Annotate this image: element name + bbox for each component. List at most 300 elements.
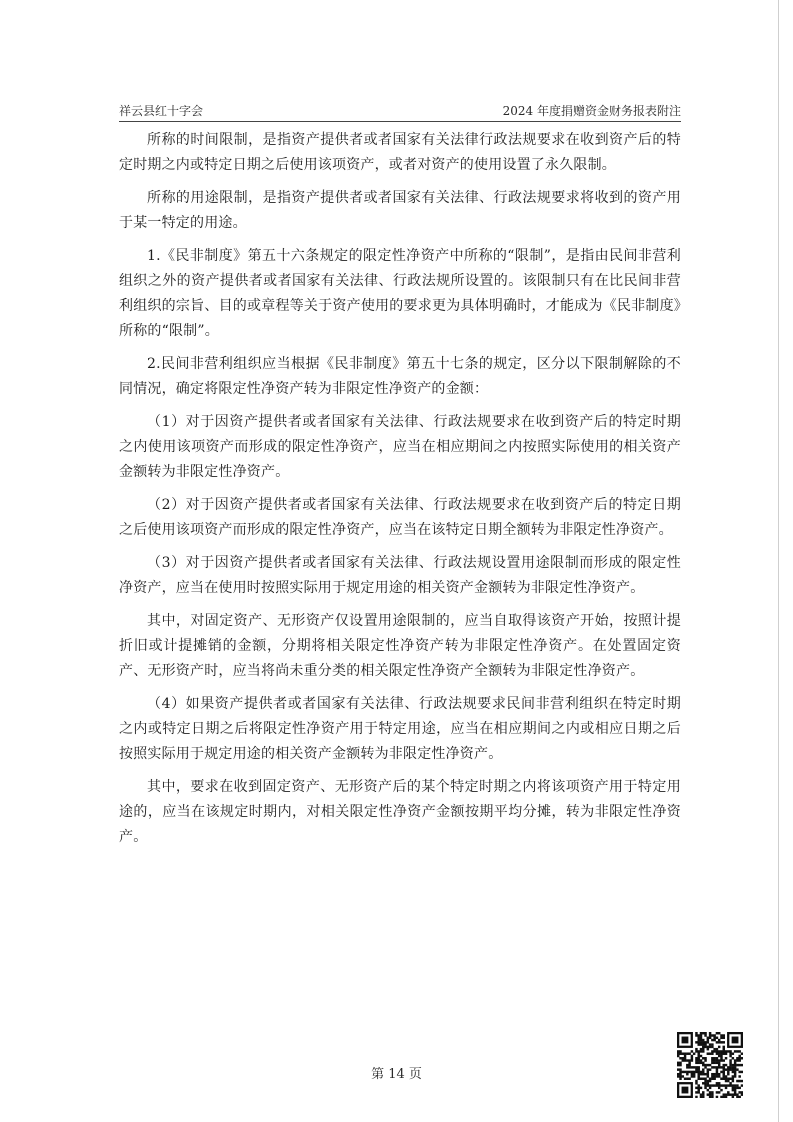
qr-module xyxy=(709,1034,711,1036)
qr-module xyxy=(679,1057,681,1059)
qr-module xyxy=(723,1059,725,1061)
qr-module xyxy=(707,1071,709,1073)
qr-module xyxy=(720,1089,722,1091)
qr-code-icon xyxy=(677,1032,743,1098)
qr-module xyxy=(695,1080,697,1082)
qr-module xyxy=(713,1062,715,1064)
qr-module xyxy=(734,1050,736,1052)
qr-module xyxy=(704,1032,706,1034)
qr-module xyxy=(707,1080,709,1082)
qr-module xyxy=(723,1034,725,1036)
paragraph-purpose-restriction: 所称的用途限制，是指资产提供者或者国家有关法律、行政法规要求将收到的资产用于某一特定的用途。 xyxy=(119,190,681,231)
qr-module xyxy=(711,1084,713,1086)
qr-module xyxy=(729,1059,731,1061)
qr-module xyxy=(704,1034,706,1036)
qr-module xyxy=(707,1089,709,1091)
qr-module xyxy=(704,1066,706,1068)
qr-module xyxy=(718,1032,720,1034)
qr-module xyxy=(723,1068,725,1070)
qr-module xyxy=(741,1093,743,1095)
qr-module xyxy=(691,1071,693,1073)
qr-module xyxy=(700,1032,702,1034)
qr-module xyxy=(682,1059,684,1061)
qr-module xyxy=(725,1093,727,1095)
qr-module xyxy=(695,1087,697,1089)
qr-module xyxy=(732,1089,734,1091)
qr-module xyxy=(713,1037,715,1039)
qr-module xyxy=(718,1052,720,1054)
qr-module xyxy=(732,1075,734,1077)
qr-module xyxy=(711,1059,713,1061)
qr-module xyxy=(741,1084,743,1086)
qr-module xyxy=(709,1032,711,1034)
qr-module xyxy=(697,1050,699,1052)
qr-module xyxy=(695,1048,697,1050)
paragraph-period-allocation-note: 其中，要求在收到固定资产、无形资产后的某个特定时期之内将该项资产用于特定用途的，应当在该规定时期内，对相关限定性净资产金额按期平均分摊，转为非限定性净资产。 xyxy=(119,779,681,845)
qr-module xyxy=(702,1091,704,1093)
qr-module xyxy=(697,1087,699,1089)
qr-module xyxy=(700,1078,702,1080)
qr-module xyxy=(716,1057,718,1059)
qr-module xyxy=(716,1048,718,1050)
qr-module xyxy=(688,1062,690,1064)
qr-module xyxy=(727,1050,729,1052)
paragraph-subitem-3: （3）对于因资产提供者或者国家有关法律、行政法规设置用途限制而形成的限定性净资产，应当在使用时按照实际用于规定用途的相关资产金额转为非限定性净资产。 xyxy=(119,555,681,596)
qr-module xyxy=(688,1052,690,1054)
qr-module xyxy=(734,1075,736,1077)
qr-module xyxy=(695,1082,697,1084)
qr-module xyxy=(695,1050,697,1052)
qr-module xyxy=(732,1087,734,1089)
qr-module xyxy=(736,1068,738,1070)
qr-module xyxy=(700,1034,702,1036)
qr-module xyxy=(732,1064,734,1066)
qr-module xyxy=(723,1048,725,1050)
qr-module xyxy=(713,1073,715,1075)
qr-module xyxy=(707,1048,709,1050)
qr-module xyxy=(704,1064,706,1066)
qr-module xyxy=(679,1073,681,1075)
qr-module xyxy=(741,1057,743,1059)
qr-module xyxy=(729,1093,731,1095)
qr-module xyxy=(695,1096,697,1098)
qr-module xyxy=(716,1082,718,1084)
qr-module xyxy=(684,1059,686,1061)
qr-module xyxy=(727,1080,729,1082)
qr-module xyxy=(677,1075,679,1077)
qr-module xyxy=(720,1096,722,1098)
qr-module xyxy=(691,1050,693,1052)
qr-module xyxy=(720,1034,722,1036)
qr-module xyxy=(738,1087,740,1089)
qr-module xyxy=(677,1073,679,1075)
header-divider xyxy=(119,121,681,122)
qr-module xyxy=(718,1046,720,1048)
qr-module xyxy=(738,1064,740,1066)
qr-module xyxy=(716,1041,718,1043)
qr-module xyxy=(697,1068,699,1070)
qr-module xyxy=(686,1052,688,1054)
qr-module xyxy=(732,1093,734,1095)
paragraph-subitem-2: （2）对于因资产提供者或者国家有关法律、行政法规要求在收到资产后的特定日期之后使用该项资产而形成的限定性净资产，应当在该特定日期全额转为非限定性净资产。 xyxy=(119,497,681,538)
qr-module xyxy=(732,1084,734,1086)
qr-module xyxy=(679,1064,681,1066)
paragraph-subitem-4: （4）如果资产提供者或者国家有关法律、行政法规要求民间非营利组织在特定时期之内或特定日期之后将限定性净资产用于特定用途，应当在相应期间之内或相应日期之后按照实际用于规定用途的相关资产金额转为非限定性净资产。 xyxy=(119,696,681,762)
qr-module xyxy=(700,1050,702,1052)
qr-module xyxy=(697,1052,699,1054)
qr-module xyxy=(718,1082,720,1084)
qr-module xyxy=(702,1041,704,1043)
header-organization: 祥云县红十字会 xyxy=(119,104,204,118)
qr-module xyxy=(729,1066,731,1068)
qr-module xyxy=(716,1050,718,1052)
qr-module xyxy=(727,1066,729,1068)
qr-module xyxy=(702,1096,704,1098)
qr-module xyxy=(738,1071,740,1073)
qr-module xyxy=(729,1068,731,1070)
qr-module xyxy=(713,1059,715,1061)
qr-module xyxy=(695,1066,697,1068)
paragraph-item-2: 2.民间非营利组织应当根据《民非制度》第五十七条的规定，区分以下限制解除的不同情况，确定将限定性净资产转为非限定性净资产的金额： xyxy=(119,356,681,397)
paragraph-subitem-1: （1）对于因资产提供者或者国家有关法律、行政法规要求在收到资产后的特定时期之内使用该项资产而形成的限定性净资产，应当在相应期间之内按照实际使用的相关资产金额转为非限定性净资产。 xyxy=(119,414,681,480)
qr-module xyxy=(738,1055,740,1057)
qr-module xyxy=(709,1091,711,1093)
qr-module xyxy=(741,1064,743,1066)
qr-module xyxy=(723,1084,725,1086)
qr-module xyxy=(718,1055,720,1057)
qr-module xyxy=(697,1039,699,1041)
qr-module xyxy=(713,1057,715,1059)
qr-module xyxy=(682,1071,684,1073)
qr-module xyxy=(709,1084,711,1086)
qr-module xyxy=(716,1091,718,1093)
qr-module xyxy=(704,1043,706,1045)
qr-module xyxy=(723,1093,725,1095)
qr-finder-pattern xyxy=(732,1037,739,1044)
qr-module xyxy=(709,1080,711,1082)
qr-module xyxy=(684,1071,686,1073)
qr-module xyxy=(732,1080,734,1082)
qr-module xyxy=(711,1046,713,1048)
qr-module xyxy=(732,1066,734,1068)
qr-module xyxy=(697,1071,699,1073)
qr-module xyxy=(720,1037,722,1039)
qr-module xyxy=(697,1062,699,1064)
qr-module xyxy=(734,1087,736,1089)
qr-module xyxy=(700,1055,702,1057)
qr-module xyxy=(677,1064,679,1066)
qr-module xyxy=(709,1093,711,1095)
qr-module xyxy=(718,1064,720,1066)
qr-module xyxy=(695,1041,697,1043)
qr-module xyxy=(677,1062,679,1064)
qr-module xyxy=(702,1078,704,1080)
qr-module xyxy=(723,1075,725,1077)
qr-module xyxy=(732,1057,734,1059)
qr-module xyxy=(711,1078,713,1080)
qr-module xyxy=(716,1073,718,1075)
qr-module xyxy=(707,1073,709,1075)
qr-module xyxy=(716,1066,718,1068)
qr-module xyxy=(709,1052,711,1054)
qr-module xyxy=(716,1075,718,1077)
qr-module xyxy=(716,1062,718,1064)
qr-module xyxy=(711,1093,713,1095)
qr-module xyxy=(707,1093,709,1095)
qr-module xyxy=(725,1084,727,1086)
qr-code-graphic xyxy=(677,1032,743,1098)
qr-module xyxy=(725,1050,727,1052)
qr-module xyxy=(700,1062,702,1064)
qr-module xyxy=(738,1050,740,1052)
qr-module xyxy=(679,1052,681,1054)
qr-module xyxy=(727,1091,729,1093)
qr-module xyxy=(697,1089,699,1091)
qr-module xyxy=(727,1093,729,1095)
qr-module xyxy=(682,1057,684,1059)
qr-module xyxy=(713,1039,715,1041)
qr-module xyxy=(686,1066,688,1068)
qr-module xyxy=(711,1034,713,1036)
qr-module xyxy=(688,1066,690,1068)
qr-module xyxy=(686,1059,688,1061)
qr-module xyxy=(704,1041,706,1043)
qr-module xyxy=(713,1050,715,1052)
qr-module xyxy=(738,1057,740,1059)
qr-module xyxy=(704,1084,706,1086)
qr-module xyxy=(700,1059,702,1061)
qr-module xyxy=(723,1096,725,1098)
qr-module xyxy=(711,1091,713,1093)
qr-module xyxy=(702,1057,704,1059)
qr-module xyxy=(720,1052,722,1054)
qr-module xyxy=(718,1091,720,1093)
qr-module xyxy=(702,1082,704,1084)
qr-module xyxy=(741,1052,743,1054)
qr-module xyxy=(711,1039,713,1041)
qr-module xyxy=(727,1073,729,1075)
qr-module xyxy=(729,1062,731,1064)
qr-module xyxy=(695,1068,697,1070)
qr-module xyxy=(729,1082,731,1084)
qr-module xyxy=(700,1093,702,1095)
qr-module xyxy=(700,1096,702,1098)
paragraph-time-restriction: 所称的时间限制，是指资产提供者或者国家有关法律行政法规要求在收到资产后的特定时期之内或特定日期之后使用该项资产，或者对资产的使用设置了永久限制。 xyxy=(119,132,681,173)
qr-module xyxy=(720,1050,722,1052)
qr-module xyxy=(697,1055,699,1057)
qr-module xyxy=(711,1066,713,1068)
qr-module xyxy=(695,1034,697,1036)
qr-module xyxy=(707,1084,709,1086)
qr-module xyxy=(734,1093,736,1095)
qr-module xyxy=(695,1057,697,1059)
qr-module xyxy=(720,1059,722,1061)
qr-module xyxy=(677,1068,679,1070)
qr-module xyxy=(720,1084,722,1086)
qr-module xyxy=(738,1096,740,1098)
qr-module xyxy=(686,1073,688,1075)
qr-module xyxy=(738,1059,740,1061)
qr-module xyxy=(707,1037,709,1039)
qr-module xyxy=(727,1068,729,1070)
qr-module xyxy=(682,1075,684,1077)
page-header xyxy=(119,103,681,119)
qr-module xyxy=(700,1043,702,1045)
qr-module xyxy=(702,1064,704,1066)
qr-module xyxy=(704,1078,706,1080)
qr-module xyxy=(702,1032,704,1034)
qr-module xyxy=(725,1096,727,1098)
qr-module xyxy=(738,1075,740,1077)
qr-module xyxy=(711,1043,713,1045)
qr-module xyxy=(679,1068,681,1070)
qr-module xyxy=(682,1052,684,1054)
qr-module xyxy=(700,1071,702,1073)
qr-module xyxy=(704,1080,706,1082)
qr-module xyxy=(709,1064,711,1066)
qr-module xyxy=(732,1068,734,1070)
qr-module xyxy=(729,1052,731,1054)
qr-module xyxy=(702,1093,704,1095)
qr-module xyxy=(707,1075,709,1077)
qr-module xyxy=(693,1052,695,1054)
qr-module xyxy=(709,1046,711,1048)
qr-module xyxy=(736,1096,738,1098)
qr-module xyxy=(693,1073,695,1075)
qr-module xyxy=(729,1064,731,1066)
qr-module xyxy=(704,1059,706,1061)
qr-module xyxy=(697,1041,699,1043)
qr-module xyxy=(711,1075,713,1077)
qr-module xyxy=(679,1062,681,1064)
qr-module xyxy=(700,1087,702,1089)
qr-module xyxy=(718,1066,720,1068)
qr-module xyxy=(707,1068,709,1070)
qr-module xyxy=(697,1057,699,1059)
qr-module xyxy=(697,1073,699,1075)
qr-module xyxy=(704,1073,706,1075)
qr-module xyxy=(718,1050,720,1052)
qr-module xyxy=(693,1071,695,1073)
qr-module xyxy=(725,1080,727,1082)
qr-module xyxy=(704,1082,706,1084)
qr-module xyxy=(723,1066,725,1068)
qr-module xyxy=(723,1037,725,1039)
qr-finder-pattern xyxy=(682,1037,689,1044)
qr-module xyxy=(684,1055,686,1057)
qr-module xyxy=(709,1078,711,1080)
qr-module xyxy=(679,1050,681,1052)
qr-module xyxy=(716,1071,718,1073)
qr-module xyxy=(718,1087,720,1089)
qr-module xyxy=(718,1084,720,1086)
qr-module xyxy=(725,1064,727,1066)
qr-module xyxy=(734,1089,736,1091)
qr-module xyxy=(711,1073,713,1075)
qr-module xyxy=(736,1050,738,1052)
qr-module xyxy=(720,1041,722,1043)
qr-module xyxy=(723,1064,725,1066)
qr-module xyxy=(734,1068,736,1070)
qr-module xyxy=(729,1078,731,1080)
qr-module xyxy=(679,1071,681,1073)
qr-module xyxy=(684,1057,686,1059)
qr-module xyxy=(720,1078,722,1080)
qr-module xyxy=(716,1068,718,1070)
qr-module xyxy=(725,1075,727,1077)
qr-module xyxy=(718,1059,720,1061)
qr-module xyxy=(736,1080,738,1082)
qr-module xyxy=(700,1039,702,1041)
qr-module xyxy=(695,1032,697,1034)
qr-module xyxy=(716,1096,718,1098)
qr-module xyxy=(727,1071,729,1073)
qr-module xyxy=(702,1071,704,1073)
qr-module xyxy=(695,1059,697,1061)
qr-module xyxy=(725,1087,727,1089)
qr-module xyxy=(736,1064,738,1066)
qr-module xyxy=(709,1068,711,1070)
qr-module xyxy=(720,1066,722,1068)
paragraph-fixed-assets-note: 其中，对固定资产、无形资产仅设置用途限制的，应当自取得该资产开始，按照计提折旧或计提摊销的金额，分期将相关限定性净资产转为非限定性净资产。在处置固定资产、无形资产时，应当将尚未重分类的相关限定性净资产全额转为非限定性净资产。 xyxy=(119,613,681,679)
qr-module xyxy=(713,1084,715,1086)
qr-module xyxy=(697,1059,699,1061)
qr-module xyxy=(686,1078,688,1080)
qr-module xyxy=(702,1073,704,1075)
qr-module xyxy=(677,1050,679,1052)
page-number: 第 14 页 xyxy=(371,1067,422,1082)
qr-module xyxy=(688,1064,690,1066)
qr-module xyxy=(725,1078,727,1080)
qr-module xyxy=(718,1039,720,1041)
qr-module xyxy=(684,1052,686,1054)
qr-module xyxy=(723,1073,725,1075)
paragraph-item-1: 1.《民非制度》第五十六条规定的限定性净资产中所称的“限制”，是指由民间非营利组织之外的资产提供者或者国家有关法律、行政法规所设置的。该限制只有在比民间非营利组织的宗旨、目的或章程等关于资产使用的要求更为具体明确时，才能成为《民非制度》所称的“限制”。 xyxy=(119,248,681,339)
qr-module xyxy=(713,1034,715,1036)
qr-module xyxy=(723,1041,725,1043)
qr-module xyxy=(691,1057,693,1059)
qr-module xyxy=(720,1071,722,1073)
qr-module xyxy=(695,1062,697,1064)
qr-module xyxy=(697,1075,699,1077)
qr-module xyxy=(711,1050,713,1052)
qr-module xyxy=(716,1084,718,1086)
qr-module xyxy=(716,1032,718,1034)
qr-module xyxy=(725,1057,727,1059)
qr-module xyxy=(697,1078,699,1080)
qr-module xyxy=(723,1046,725,1048)
document-body xyxy=(119,128,681,858)
qr-module xyxy=(695,1091,697,1093)
qr-module xyxy=(691,1059,693,1061)
qr-module xyxy=(704,1057,706,1059)
qr-module xyxy=(738,1080,740,1082)
qr-finder-pattern xyxy=(682,1087,689,1094)
qr-module xyxy=(707,1039,709,1041)
qr-module xyxy=(707,1041,709,1043)
qr-module xyxy=(688,1071,690,1073)
qr-module xyxy=(707,1082,709,1084)
qr-module xyxy=(684,1078,686,1080)
qr-module xyxy=(732,1096,734,1098)
qr-module xyxy=(697,1084,699,1086)
header-document-title: 2024 年度捐赠资金财务报表附注 xyxy=(502,104,681,118)
qr-module xyxy=(704,1087,706,1089)
qr-module xyxy=(693,1075,695,1077)
page-footer xyxy=(0,1066,793,1084)
qr-module xyxy=(727,1078,729,1080)
qr-module xyxy=(716,1037,718,1039)
